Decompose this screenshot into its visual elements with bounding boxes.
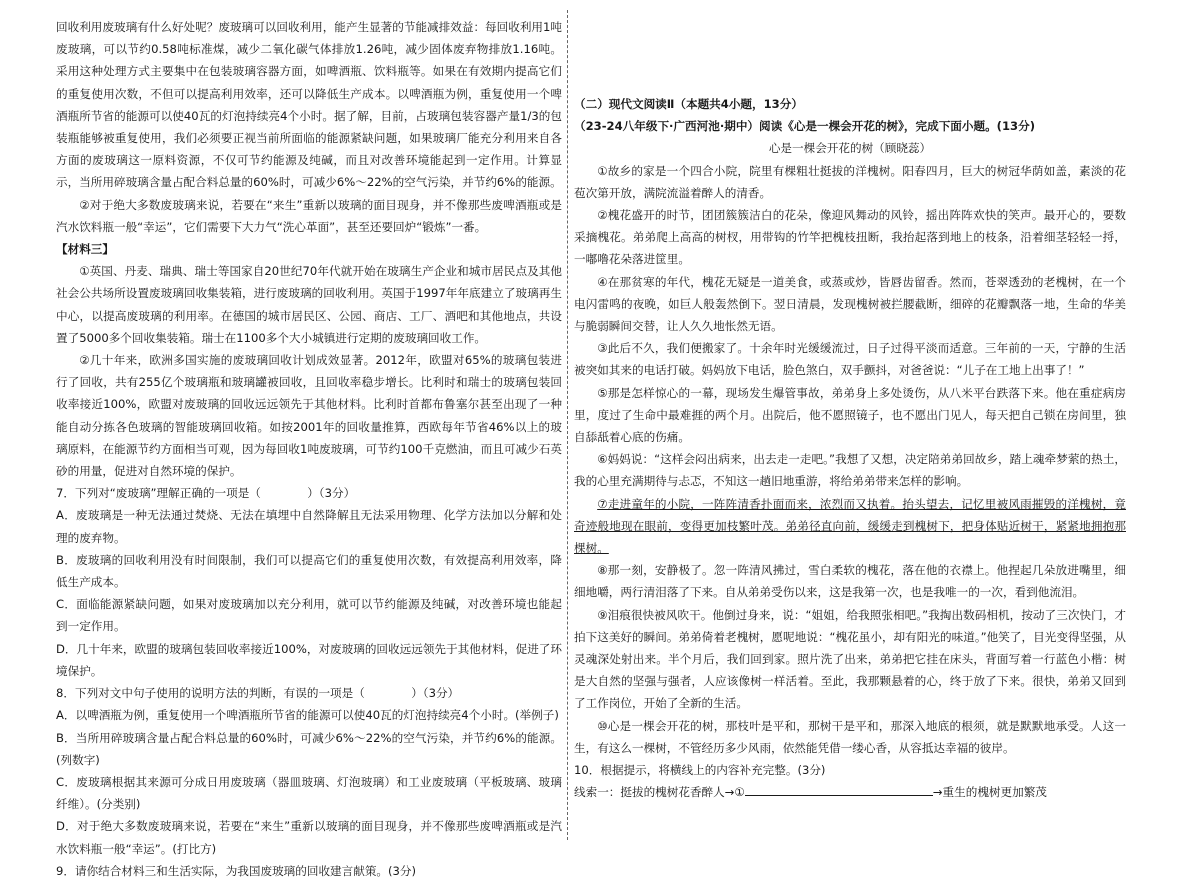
question-8-option-a: A．以啤酒瓶为例，重复使用一个啤酒瓶所节省的能源可以使40瓦的灯泡持续亮4个小时。(举例子) [56, 708, 559, 723]
question-7-option-a: A．废玻璃是一种无法通过焚烧、无法在填埋中自然降解且无法采用物理、化学方法加以分解和处理的废弃物。 [56, 508, 562, 545]
question-9: 9．请你结合材料三和生活实际，为我国废玻璃的回收建言献策。(3分) [56, 863, 417, 878]
question-7-option-b: B．废玻璃的回收利用没有时间限制，我们可以提高它们的重复使用次数，有效提高利用效率，降低生产成本。 [56, 552, 562, 590]
answer-blank[interactable] [745, 782, 933, 796]
clue-1-end: →重生的槐树更加繁茂 [932, 785, 1047, 800]
article-paragraph-5: ⑤那是怎样惊心的一幕，现场发生爆管事故，弟弟身上多处烫伤，从八米平台跌落下来。他在重症病房里，度过了生命中最难捱的两个月。出院后，他不愿照镜子，也不愿出门见人，每天把自己锁在房间里，独自舔舐着心底的伤痛。 [574, 385, 1126, 445]
article-paragraph-3: ③此后不久，我们便搬家了。十余年时光缓缓流过，日子过得平淡而适意。三年前的一天，宁静的生活被突如其来的电话打破。妈妈放下电话，脸色煞白，双手颤抖，对爸爸说：“儿子在工地上出事了！” [574, 341, 1126, 378]
article-paragraph-7: ⑦走进童年的小院，一阵阵清香扑面而来，浓烈而又执着。抬头望去，记忆里被风雨摧毁的洋槐树，竟奇迹般地现在眼前，变得更加枝繁叶茂。弟弟径直向前，缓缓走到槐树下，把身体贴近树干，紧紧地拥抱那棵树。 [574, 496, 1126, 556]
question-8-option-d: D．对于绝大多数废玻璃来说，若要在“来生”重新以玻璃的面目现身，并不像那些废啤酒瓶或是汽水饮料瓶一般“幸运”。(打比方) [56, 819, 562, 856]
question-7-option-d: D．几十年来，欧盟的玻璃包装回收率接近100%，对废玻璃的回收远远领先于其他材料，促进了环境保护。 [56, 641, 562, 678]
material3-paragraph-1: ①英国、丹麦、瑞典、瑞士等国家自20世纪70年代就开始在玻璃生产企业和城市居民点及其他社会公共场所设置废玻璃回收集装箱，进行废玻璃的回收利用。英国于1997年年底建立了玻璃再生中心，以提高废玻璃的利用率。在德国的城市居民区、公园、商店、工厂、酒吧和其他地点，共设置了5000多个回收集装箱。瑞士在1100多个大小城镇进行定期的废玻璃回收工作。 [56, 264, 562, 345]
reading-task: （23-24八年级下·广西河池·期中）阅读《心是一棵会开花的树》，完成下面小题。(13分) [574, 119, 1036, 134]
left-column [56, 16, 562, 882]
right-column [574, 16, 1126, 804]
material3-title: 【材料三】 [56, 242, 114, 257]
article-paragraph-9: ⑨泪痕很快被风吹干。他倒过身来，说：“姐姐，给我照张相吧。”我掏出数码相机，按动了三次快门，才拍下这美好的瞬间。弟弟倚着老槐树，愿呢地说：“槐花虽小，却有阳光的味道。”他笑了，目光变得坚强，从灵魂深处射出来。半个月后，我们回到家。照片洗了出来，弟弟把它挂在床头，背面写着一行蓝色小楷：树是大自然的坚强与强者，人应该像树一样活着。至此，我那颗悬着的心，终于放了下来。很快，弟弟又回到了工作岗位，开始了全新的生活。 [574, 607, 1126, 711]
article-paragraph-8: ⑧那一刻，安静极了。忽一阵清风拂过，雪白柔软的槐花，落在他的衣襟上。他捏起几朵放进嘴里，细细地嚼，两行清泪落了下来。自从弟弟受伤以来，这是我第一次，也是我唯一的一次，看到他流泪。 [574, 563, 1126, 600]
article-paragraph-1: ①故乡的家是一个四合小院，院里有棵粗壮挺拔的洋槐树。阳春四月，巨大的树冠华荫如盖，素淡的花苞次第开放，满院流溢着醉人的清香。 [574, 163, 1126, 200]
article-paragraph-6: ⑥妈妈说：“这样会闷出病来，出去走一走吧。”我想了又想，决定陪弟弟回故乡，踏上魂牵梦萦的热土，我的心里充满期待与忐忑，不知这一趟旧地重游，将给弟弟带来怎样的影响。 [574, 452, 1126, 489]
article-paragraph-4: ④在那贫寒的年代，槐花无疑是一道美食，或蒸或炒，皆唇齿留香。然而，苍翠透劲的老槐树，在一个电闪雷鸣的夜晚，如巨人般轰然倒下。翌日清晨，发现槐树被拦腰截断，细碎的花瓣飘落一地，生命的华美与脆弱瞬间交替，让人久久地怅然无语。 [574, 274, 1126, 334]
article-paragraph-10: ⑩心是一棵会开花的树，那枝叶是平和，那树干是平和，那深入地底的根须，就是默默地承受。人这一生，有这么一棵树，不管经历多少风雨，依然能凭借一缕心香，从容抵达幸福的彼岸。 [574, 718, 1126, 755]
question-8: 8．下列对文中句子使用的说明方法的判断，有误的一项是（ ）（3分） [56, 686, 460, 701]
question-10: 10．根据提示，将横线上的内容补充完整。(3分) [574, 763, 826, 778]
material3-paragraph-2: ②几十年来，欧洲多国实施的废玻璃回收计划成效显著。2012年，欧盟对65%的玻璃包装进行了回收，共有255亿个玻璃瓶和玻璃罐被回收，且回收率稳步增长。比利时和瑞士的玻璃包装回收率接近100%，欧盟对废玻璃的回收远远领先于其他材料。比利时首都布鲁塞尔甚至出现了一种能自动分拣各色玻璃的智能玻璃回收箱。如按2001年的回收量推算，西欧每年节省46%以上的玻璃原料，在能源节约方面相当可观，因为每回收1吨废玻璃，可节约100千克燃油，而且可减少石英砂的用量，促进对自然环境的保护。 [56, 353, 562, 479]
question-7: 7．下列对“废玻璃”理解正确的一项是（ ）（3分） [56, 486, 356, 501]
blank-space [574, 16, 1126, 93]
article-paragraph-2: ②槐花盛开的时节，团团簇簇洁白的花朵，像迎风舞动的风铃，摇出阵阵欢快的笑声。最开心的，要数采摘槐花。弟弟爬上高高的树杈，用带钩的竹竿把槐枝扭断，我抬起落到地上的枝条，沿着细茎轻轻一捋，一嘟噜花朵落进筐里。 [574, 208, 1126, 267]
clue-1-start: 线索一：挺拔的槐树花香醉人→① [574, 785, 745, 800]
clue-line-1 [574, 781, 1126, 803]
question-7-option-c: C．面临能源紧缺问题，如果对废玻璃加以充分利用，就可以节约能源及纯碱，对改善环境也能起到一定作用。 [56, 597, 562, 634]
question-8-option-b: B．当所用碎玻璃含量占配合料总量的60%时，可减少6%～22%的空气污染，并节约6%的能源。(列数字) [56, 730, 562, 767]
material2-paragraph-1: 回收利用废玻璃有什么好处呢？废玻璃可以回收利用，能产生显著的节能减排效益：每回收利用1吨废玻璃，可以节约0.58吨标准煤，减少二氧化碳气体排放1.26吨，减少固体废弃物排放1.16吨。采用这种处理方式主要集中在包装玻璃容器方面，如啤酒瓶、饮料瓶等。如果在有效期内提高它们的重复使用次数，不但可以提高利用效率，还可以降低生产成本。以啤酒瓶为例，重复使用一个啤酒瓶所节省的能源可以使40瓦的灯泡持续亮4个小时。据了解，目前，占玻璃包装容器产量1/3的包装瓶能够被重复使用，我们必须要正视当前所面临的能源紧缺问题，如果玻璃厂能充分利用来自各方面的废玻璃这一原料资源，不仅可节约能源及纯碱，而且对改善环境能起到一定作用。计算显示，当所用碎玻璃含量占配合料总量的60%时，可减少6%～22%的空气污染，并节约6%的能源。 [56, 20, 562, 190]
column-divider [567, 10, 568, 840]
question-8-option-c: C．废玻璃根据其来源可分成日用废玻璃（器皿玻璃、灯泡玻璃）和工业废玻璃（平板玻璃、玻璃纤维）。(分类别) [56, 774, 562, 812]
section-title: （二）现代文阅读Ⅱ（本题共4小题，13分） [574, 97, 803, 111]
article-title: 心是一棵会开花的树（顾晓蕊） [768, 141, 932, 156]
material2-paragraph-2: ②对于绝大多数废玻璃来说，若要在“来生”重新以玻璃的面目现身，并不像那些废啤酒瓶或是汽水饮料瓶一般“幸运”，它们需要下大力气“洗心革面”，甚至还要回炉“锻炼”一番。 [56, 197, 562, 234]
